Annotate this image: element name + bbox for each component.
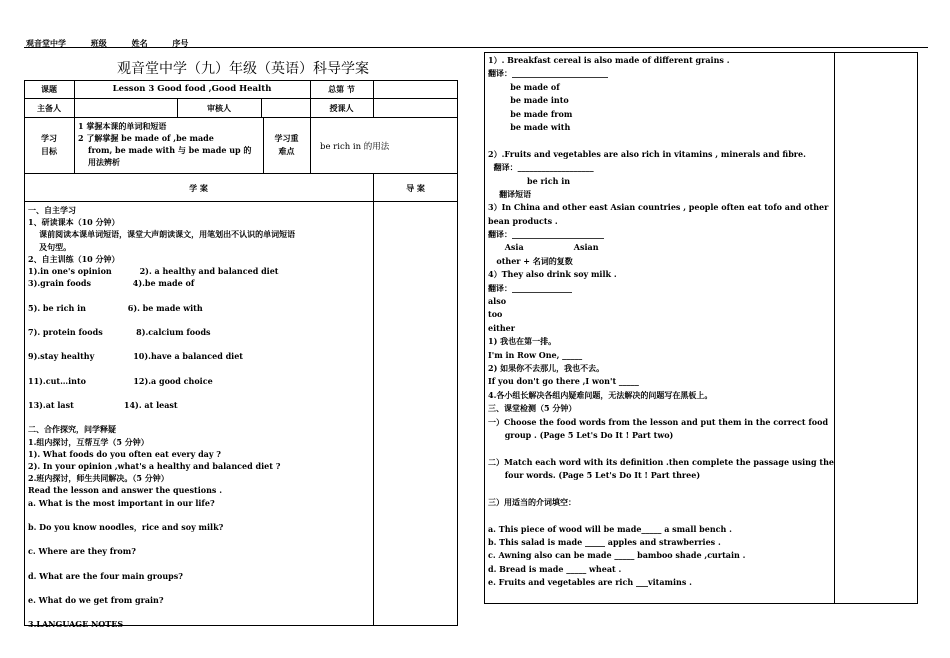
- topic-label: 课题: [41, 84, 57, 94]
- text-line: 二）Match each word with its definition .then complete the passage using the: [488, 456, 834, 467]
- text-line: 4）They also drink soy milk .: [488, 269, 617, 280]
- row-divider: [24, 117, 458, 118]
- text-line: Asia Asian: [488, 242, 599, 253]
- col-divider: [834, 52, 835, 604]
- text-line: 4.各小组长解决各组内疑难问题，无法解决的问题写在黑板上。: [488, 389, 713, 400]
- text-line: 1.组内探讨，互帮互学（5 分钟）: [28, 436, 149, 447]
- text-line: four words. (Page 5 Let's Do It ! Part three): [488, 470, 701, 481]
- text-line: be made from: [488, 108, 573, 119]
- text-line: 1).in one's opinion 2). a healthy and balanced diet: [28, 265, 279, 276]
- text-line: 及句型。: [28, 241, 72, 252]
- text-line: If you don't go there ,I won't _____: [488, 376, 639, 387]
- text-line: b. Do you know noodles，rice and soy milk?: [28, 521, 224, 532]
- text-line: 2). In your opinion ,what's a healthy and balanced diet ?: [28, 460, 281, 471]
- text-line: 翻译短语: [488, 188, 532, 199]
- guide-heading: 导 案: [406, 183, 425, 193]
- text-line: c. Awning also can be made _____ bamboo shade ,curtain .: [488, 550, 746, 561]
- text-line: 13).at last 14). at least: [28, 400, 178, 410]
- text-line: [28, 338, 372, 350]
- text-line: 三、课堂检测（5 分钟）: [488, 403, 577, 414]
- seq-label: 序号: [172, 38, 189, 48]
- text-line: [28, 387, 372, 399]
- col-divider: [373, 173, 374, 626]
- key-points: be rich in 的用法: [320, 142, 390, 152]
- text-line: [488, 483, 832, 496]
- row-divider: [24, 201, 458, 202]
- text-line: I'm in Row One, _____: [488, 349, 583, 360]
- text-line: b. This salad is made _____ apples and strawberries .: [488, 537, 721, 548]
- text-line: 3）In China and other east Asian countries , people often eat tofo and other: [488, 202, 829, 213]
- text-line: also: [488, 296, 507, 307]
- text-line: [28, 557, 372, 569]
- text-line: c. Where are they from?: [28, 546, 136, 557]
- text-line: too: [488, 309, 503, 320]
- text-line: e. Fruits and vegetables are rich ___vitamins .: [488, 577, 692, 588]
- topic-value: Lesson 3 Good food ,Good Health: [112, 84, 272, 94]
- text-line: 3).grain foods 4).be made of: [28, 278, 195, 289]
- goal-line: from, be made with 与 be made up 的: [88, 145, 252, 155]
- text-line: [28, 509, 372, 521]
- text-line: be made into: [488, 95, 569, 106]
- text-line: 1）. Breakfast cereal is also made of different grains .: [488, 55, 730, 65]
- notes-content: [488, 54, 832, 590]
- text-line: 2）.Fruits and vegetables are also rich in vitamins , minerals and fibre.: [488, 148, 806, 159]
- text-line: [488, 509, 832, 522]
- text-line: 1、研读课本（10 分钟）: [28, 217, 120, 228]
- text-line: either: [488, 322, 515, 333]
- text-line: [28, 582, 372, 594]
- text-line: 2) 如果你不去那儿，我也不去。: [488, 362, 605, 373]
- text-line: [28, 533, 372, 545]
- page-title: 观音堂中学（九）年级（英语）科导学案: [117, 61, 369, 77]
- preparer-label: 主备人: [37, 103, 61, 113]
- text-line: [28, 314, 372, 326]
- text-line: e. What do we get from grain?: [28, 595, 164, 605]
- text-line: [488, 442, 832, 455]
- text-line: be made of: [488, 81, 560, 92]
- total-label: 总第 节: [328, 84, 355, 94]
- key-label-line: 学习重: [274, 133, 299, 143]
- text-line: 7). protein foods 8).calcium foods: [28, 326, 211, 337]
- text-line: 5). be rich in 6). be made with: [28, 302, 203, 313]
- text-line: group . (Page 5 Let's Do It ! Part two): [488, 429, 674, 440]
- text-line: d. What are the four main groups?: [28, 570, 183, 581]
- text-line: 1) 我也在第一排。: [488, 336, 557, 347]
- text-line: 二、合作探究，问学释疑: [28, 424, 116, 435]
- school-label: 观音堂中学: [26, 38, 66, 48]
- header-divider: [24, 47, 928, 48]
- text-line: 一、自主学习: [28, 205, 76, 215]
- text-line: 11).cut…into 12).a good choice: [28, 375, 213, 386]
- text-line: 三）用适当的介词填空：: [488, 496, 576, 507]
- text-line: [28, 362, 372, 374]
- text-line: [488, 134, 832, 147]
- row-divider: [24, 98, 458, 99]
- text-line: a. This piece of wood will be made_____ a small bench .: [488, 523, 732, 534]
- name-label: 姓名: [131, 38, 148, 48]
- text-line: d. Bread is made _____ wheat .: [488, 563, 622, 574]
- text-line: 翻译：___________________: [488, 162, 594, 173]
- study-heading: 学 案: [189, 183, 208, 193]
- goals-label-line: 学习: [41, 133, 57, 143]
- text-line: 一）Choose the food words from the lesson and put them in the correct food: [488, 416, 829, 427]
- col-divider: [373, 80, 374, 117]
- goal-line: 2 了解掌握 be made of ,be made: [78, 133, 214, 143]
- text-line: 2.班内探讨，师生共同解决。（5 分钟）: [28, 473, 169, 484]
- goal-line: 用法辨析: [88, 157, 120, 167]
- key-label-line: 难点: [278, 146, 295, 156]
- row-divider: [24, 173, 458, 174]
- text-line: 课前阅读本课单词短语，课堂大声朗读课文，用笔划出不认识的单词短语: [28, 229, 296, 240]
- text-line: a. What is the most important in our life?: [28, 497, 215, 508]
- text-line: other + 名词的复数: [488, 255, 573, 266]
- key-label: [263, 132, 310, 158]
- goals-label-line: 目标: [41, 146, 57, 156]
- text-line: 2、自主训练（10 分钟）: [28, 253, 120, 264]
- goals-label: [24, 132, 74, 158]
- reviewer-label: 审核人: [207, 103, 231, 113]
- text-line: be rich in: [488, 175, 571, 186]
- text-line: 9).stay healthy 10).have a balanced diet: [28, 351, 244, 362]
- text-line: 翻译：_______________________: [488, 229, 604, 240]
- goals-text: [78, 120, 263, 168]
- text-line: be made with: [488, 121, 571, 132]
- text-line: bean products .: [488, 215, 558, 226]
- text-line: [28, 411, 372, 423]
- study-content: [28, 204, 372, 631]
- text-line: Read the lesson and answer the questions .: [28, 485, 222, 496]
- teacher-label: 授课人: [329, 103, 354, 113]
- text-line: 翻译：________________________: [488, 68, 608, 79]
- text-line: [28, 289, 372, 301]
- text-line: 1). What foods do you often eat every day ?: [28, 448, 221, 459]
- text-line: 翻译：_______________: [488, 282, 572, 293]
- class-label: 班级: [90, 38, 107, 48]
- goal-line: 1 掌握本课的单词和短语: [78, 121, 167, 131]
- col-divider: [261, 98, 262, 117]
- text-line: 3.LANGUAGE NOTES: [28, 619, 124, 630]
- text-line: [28, 606, 372, 618]
